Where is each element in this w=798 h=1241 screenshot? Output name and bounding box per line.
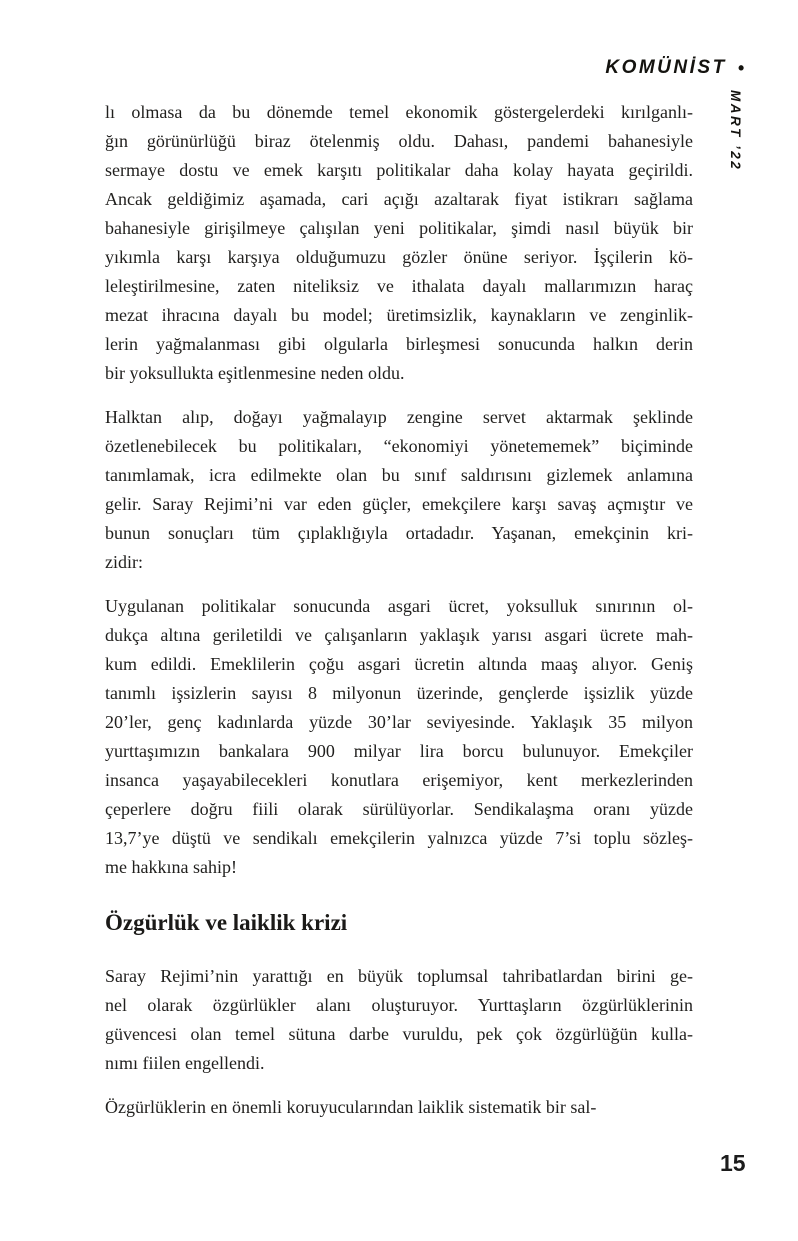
text-line: bir yoksullukta eşitlenmesine neden oldu.: [105, 363, 405, 383]
text-line: bunun sonuçları tüm çıplaklığıyla ortadadır. Yaşanan, emekçinin kri-: [105, 523, 693, 543]
text-line: nel olarak özgürlükler alanı oluşturuyor. Yurttaşların özgürlüklerinin: [105, 995, 693, 1015]
text-line: leleştirilmesine, zaten niteliksiz ve ithalata dayalı mallarımızın haraç: [105, 276, 693, 296]
page-number: 15: [720, 1150, 746, 1176]
text-line: insanca yaşayabilecekleri konutlara erişemiyor, kent merkezlerinden: [105, 770, 693, 790]
text-line: zidir:: [105, 552, 143, 572]
paragraph: [105, 962, 693, 1078]
text-line: özetlenebilecek bu politikaları, “ekonomiyi yönetememek” biçiminde: [105, 436, 693, 456]
text-line: nımı fiilen engellendi.: [105, 1053, 265, 1073]
text-line: 13,7’ye düştü ve sendikalı emekçilerin yalnızca yüzde 7’si toplu sözleş-: [105, 828, 693, 848]
body-text: [105, 98, 693, 1137]
paragraph: [105, 1093, 693, 1122]
text-line: tanımlamak, icra edilmekte olan bu sınıf saldırısını gizlemek anlamına: [105, 465, 693, 485]
text-line: yıkımla karşı karşıya olduğumuzu gözler önüne seriyor. İşçilerin kö-: [105, 247, 693, 267]
paragraph: [105, 592, 693, 882]
text-line: me hakkına sahip!: [105, 857, 237, 877]
text-line: Özgürlüklerin en önemli koruyucularından laiklik sistematik bir sal-: [105, 1097, 597, 1117]
text-line: lerin yağmalanması gibi olgularla birleşmesi sonucunda halkın derin: [105, 334, 693, 354]
text-line: 20’ler, genç kadınlarda yüzde 30’lar seviyesinde. Yaklaşık 35 milyon: [105, 712, 693, 732]
text-line: Saray Rejimi’nin yarattığı en büyük toplumsal tahribatlardan birini ge-: [105, 966, 693, 986]
text-line: çeperlere doğru fiili olarak sürülüyorlar. Sendikalaşma oranı yüzde: [105, 799, 693, 819]
paragraph: [105, 98, 693, 388]
text-line: Ancak geldiğimiz aşamada, cari açığı azaltarak fiyat istikrarı sağlama: [105, 189, 693, 209]
masthead: [605, 57, 744, 79]
magazine-title: KOMÜNİST: [605, 57, 727, 78]
section-heading: Özgürlük ve laiklik krizi: [105, 910, 348, 935]
text-line: gelir. Saray Rejimi’ni var eden güçler, emekçilere karşı savaş açmıştır ve: [105, 494, 693, 514]
text-line: güvencesi olan temel sütuna darbe vuruldu, pek çok özgürlüğün kulla-: [105, 1024, 693, 1044]
text-line: Halktan alıp, doğayı yağmalayıp zengine servet aktarmak şeklinde: [105, 407, 693, 427]
issue-date-vertical: MART ’22: [728, 90, 743, 172]
text-line: Uygulanan politikalar sonucunda asgari ücret, yoksulluk sınırının ol-: [105, 596, 693, 616]
text-line: bahanesiyle girişilmeye çalışılan yeni politikalar, şimdi nasıl büyük bir: [105, 218, 693, 238]
text-line: ğın görünürlüğü biraz ötelenmiş oldu. Dahası, pandemi bahanesiyle: [105, 131, 693, 151]
bullet-separator-icon: •: [737, 58, 744, 78]
text-line: kum edildi. Emeklilerin çoğu asgari ücretin altında maaş alıyor. Geniş: [105, 654, 693, 674]
text-line: dukça altına geriletildi ve çalışanların yaklaşık yarısı asgari ücrete mah-: [105, 625, 693, 645]
text-line: sermaye dostu ve emek karşıtı politikalar daha kolay hayata geçirildi.: [105, 160, 693, 180]
paragraph: [105, 403, 693, 577]
text-line: yurttaşımızın bankalara 900 milyar lira borcu bulunuyor. Emekçiler: [105, 741, 693, 761]
text-line: tanımlı işsizlerin sayısı 8 milyonun üzerinde, gençlerde işsizlik yüzde: [105, 683, 693, 703]
text-line: mezat ihracına dayalı bu model; üretimsizlik, kaynakların ve zenginlik-: [105, 305, 693, 325]
text-line: lı olmasa da bu dönemde temel ekonomik göstergelerdeki kırılganlı-: [105, 102, 693, 122]
